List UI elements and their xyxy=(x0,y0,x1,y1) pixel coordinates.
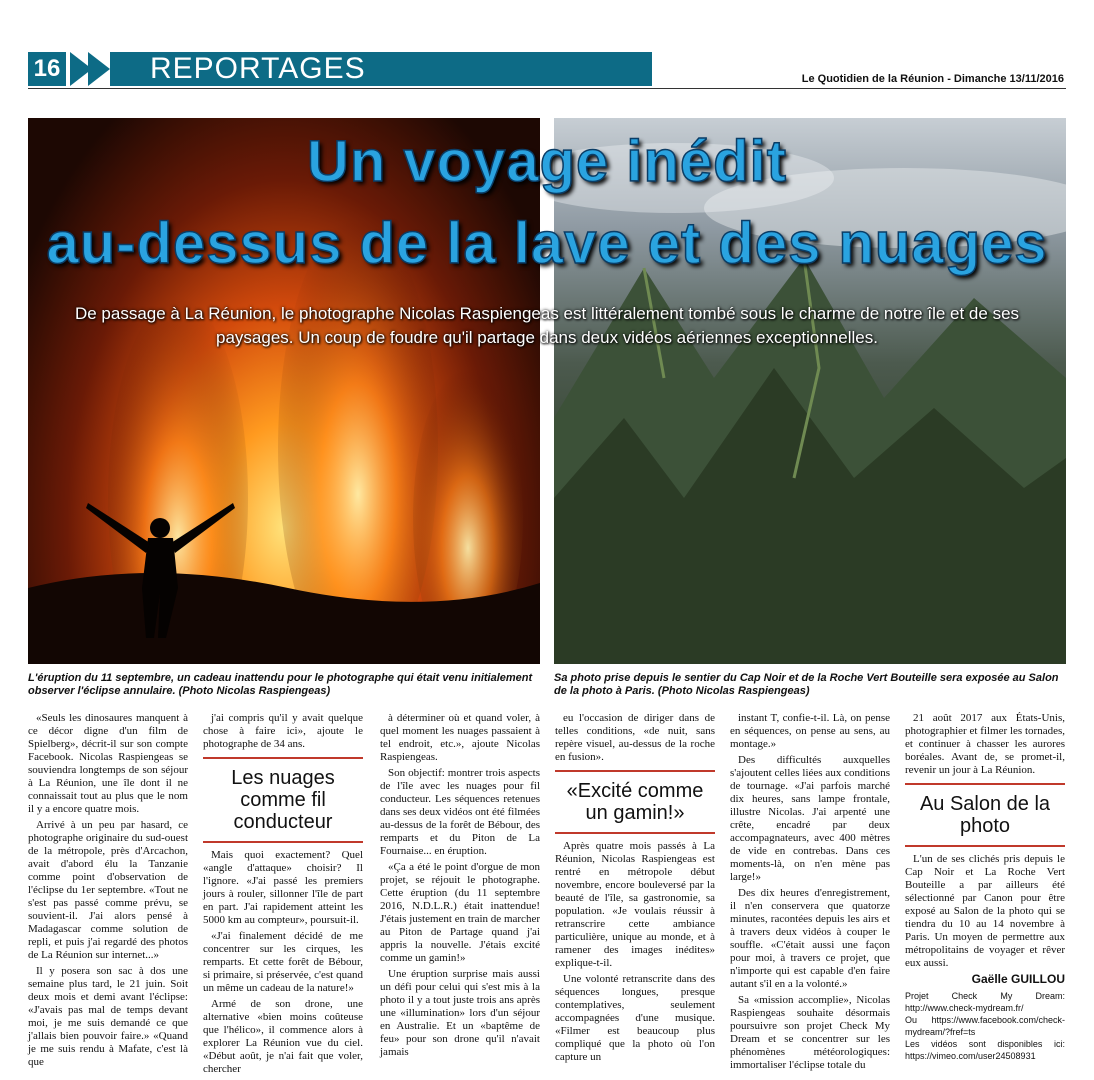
paragraph: L'un de ses clichés pris depuis le Cap Noir et La Roche Vert Bouteille a par ailleurs été sélectionné par Canon pour être exposé au Salon de la photo qui se tiendra du 10 au 14 novembre à Paris. Un moyen de permettre aux métropolitains de voyager et rêver eux aussi. xyxy=(905,853,1065,969)
credit-link[interactable]: Les vidéos sont disponibles ici: https://vimeo.com/user24508931 xyxy=(905,1039,1065,1061)
lede-text: De passage à La Réunion, le photographe Nicolas Raspiengeas est littéralement tombé sous le charme de notre île et de ses paysages. Un coup de foudre qu'il partage dans deux vidéos aériennes exceptionnelles. xyxy=(74,304,1020,347)
page-header xyxy=(0,0,1094,100)
paragraph: Des difficultés auxquelles s'ajoutent celles liées aux conditions de tournage. «J'ai parfois marché dix heures, sans lampe frontale, illustre Nicolas. J'ai arpenté une crête, encadré par deux accompagnateurs, avec 400 mètres de vide en contrebas. Dans ces moments-là, on n'en mène pas large!» xyxy=(730,754,890,883)
paragraph: Une éruption surprise mais aussi un défi pour celui qui s'est mis à la photo il y a tout juste trois ans après une «illumination» lors d'un séjour en Australie. Et un «baptême de feu» pour son drone qu'il n'avait jamais xyxy=(380,968,540,1058)
article-column-2 xyxy=(203,712,363,1079)
subheading: «Excité comme un gamin!» xyxy=(555,770,715,834)
page-number: 16 xyxy=(28,52,66,86)
arrow-icon xyxy=(88,52,110,86)
photo-caption-left: L'éruption du 11 septembre, un cadeau inattendu pour le photographe qui était venu initialement observer l'éclipse annulaire. (Photo Nicolas Raspiengeas) xyxy=(28,672,533,697)
paragraph: «Seuls les dinosaures manquent à ce décor digne d'un film de Spielberg», décrit-il sur son compte Facebook. Nicolas Raspiengeas se souviendra longtemps de son séjour à La Réunion, une île dont il ne connaissait tout au plus que le nom il y a encore quatre mois. xyxy=(28,712,188,815)
credits-block xyxy=(905,990,1065,1062)
subheading: Les nuages comme fil conducteur xyxy=(203,757,363,843)
paragraph: j'ai compris qu'il y avait quelque chose à faire ici», ajoute le photographe de 34 ans. xyxy=(203,712,363,750)
section-title: REPORTAGES xyxy=(110,52,652,86)
paragraph: Une volonté retranscrite dans des séquences longues, presque contemplatives, seulement accompagnées d'une musique. «Filmer est beaucoup plus compliqué que la photo où l'on capture un xyxy=(555,973,715,1063)
header-rule xyxy=(28,88,1066,89)
mountain-landscape-photo xyxy=(554,118,1066,664)
article-column-4 xyxy=(555,712,715,1067)
paragraph: Arrivé à un peu par hasard, ce photographe originaire du sud-ouest de la métropole, près d'Arcachon, avait d'abord élu la Tanzanie comme point d'observation de l'éclipse du 1er septembre. «Tout ne s'est pas passé comme prévu, se souvient-il. J'ai alors pensé à Madagascar comme solution de repli, et puis j'ai regardé des photos de La Réunion sur internet...» xyxy=(28,819,188,961)
photo-caption-right: Sa photo prise depuis le sentier du Cap Noir et de la Roche Vert Bouteille sera exposée au Salon de la photo à Paris. (Photo Nicolas Raspiengeas) xyxy=(554,672,1059,697)
paragraph: Après quatre mois passés à La Réunion, Nicolas Raspiengeas est rentré en métropole début novembre, encore bouleversé par la beauté de l'île, sa gastronomie, sa population. «Je voulais réussir à retranscrire cette ambiance particulière, unique au monde, et à ramener des images inédites» explique-t-il. xyxy=(555,840,715,969)
paragraph: Sa «mission accomplie», Nicolas Raspiengeas souhaite désormais poursuivre son projet Check My Dream et se concentrer sur les phénomènes météorologiques: immortaliser l'éclipse totale du xyxy=(730,994,890,1071)
article-column-5 xyxy=(730,712,890,1075)
paragraph: Il y posera son sac à dos une semaine plus tard, le 21 juin. Soit deux mois et demi avant l'éclipse: «J'avais pas mal de temps devant moi, je me suis demandé ce que j'allais bien pouvoir faire.» «Quand je me suis rendu à Mafate, c'est là que xyxy=(28,965,188,1068)
headline-line-1: Un voyage inédit xyxy=(306,129,788,194)
paragraph: «Ça a été le point d'orgue de mon projet, se réjouit le photographe. Cette éruption (du 11 septembre 2016, N.D.L.R.) était inattendue! J'étais justement en train de marcher au Piton de Partage quand j'ai appris la nouvelle. J'étais excité comme un gamin!» xyxy=(380,861,540,964)
article-column-1 xyxy=(28,712,188,1072)
mountain-illustration xyxy=(554,118,1066,664)
paragraph: à déterminer où et quand voler, à quel moment les nuages passaient à tel endroit, etc.», ajoute Nicolas Raspiengeas. xyxy=(380,712,540,763)
paragraph: Armé de son drone, une alternative «bien moins coûteuse que l'hélico», il commence alors à explorer La Réunion vue du ciel. «Début août, je n'ai fait que voler, chercher xyxy=(203,998,363,1075)
credit-link[interactable]: Projet Check My Dream: http://www.check-mydream.fr/ xyxy=(905,991,1065,1013)
eruption-silhouette-illustration xyxy=(28,118,540,664)
paragraph: Des dix heures d'enregistrement, il n'en conservera que quatorze minutes, racontées depuis les airs et à travers deux vidéos à couper le souffle. «C'était aussi une façon pour moi, à travers ce projet, que n'importe qui est capable d'en faire autant s'il en a la volonté.» xyxy=(730,887,890,990)
paragraph: Mais quoi exactement? Quel «angle d'attaque» choisir? Il l'ignore. «J'ai passé les premiers jours à rouler, sillonner l'île de part en part. J'ai rapidement atteint les 5000 km au compteur», poursuit-il. xyxy=(203,849,363,926)
subheading: Au Salon de la photo xyxy=(905,783,1065,847)
headline-line-2: au-dessus de la lave et des nuages xyxy=(46,211,1048,276)
volcano-eruption-photo xyxy=(28,118,540,664)
article-column-6 xyxy=(905,712,1065,1062)
author-signature: Gaëlle GUILLOU xyxy=(971,972,1065,986)
paragraph: 21 août 2017 aux États-Unis, photographier et filmer les tornades, et continuer à chasser les aurores boréales. Avant de, se promet-il, revenir un jour à La Réunion. xyxy=(905,712,1065,776)
paragraph: Son objectif: montrer trois aspects de l'île avec les nuages pour fil conducteur. Les séquences retenues dans ses deux vidéos ont été filmées au-dessus de la forêt de Bébour, des remparts et du Piton de La Fournaise... en éruption. xyxy=(380,767,540,857)
paragraph: eu l'occasion de diriger dans de telles conditions, «de nuit, sans repère visuel, au-dessus de la roche en fusion». xyxy=(555,712,715,763)
publication-line: Le Quotidien de la Réunion - Dimanche 13/11/2016 xyxy=(801,73,1064,85)
paragraph: «J'ai finalement décidé de me concentrer sur les cirques, les remparts. Et cette forêt de Bébour, si primaire, si préservée, c'est quand un même un cadeau de la nature!» xyxy=(203,930,363,994)
article-column-3 xyxy=(380,712,540,1062)
paragraph: instant T, confie-t-il. Là, on pense en séquences, on pense au sens, au montage.» xyxy=(730,712,890,750)
credit-link[interactable]: Ou https://www.facebook.com/check-mydream/?fref=ts xyxy=(905,1015,1065,1037)
